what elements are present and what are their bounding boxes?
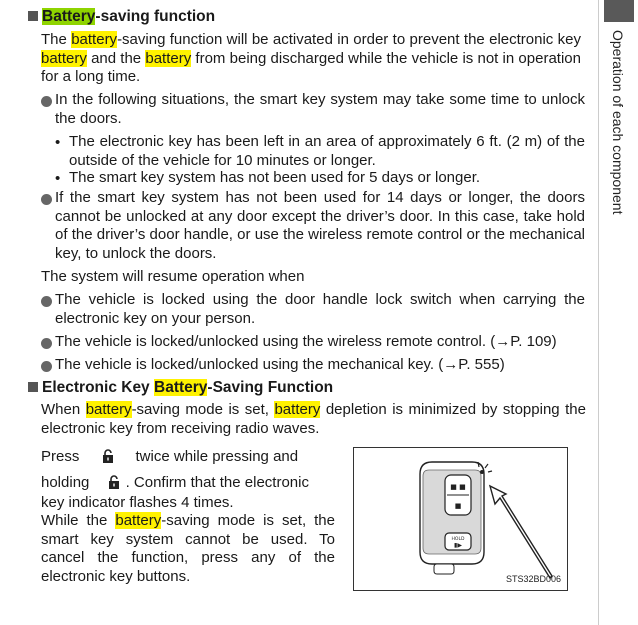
smart-key-illustration	[354, 448, 567, 590]
lock-icon	[102, 449, 114, 463]
sub-bullet-1: The electronic key has been left in an area of approximately 6 ft. (2 m) of the outside of the vehicle for 10 minutes or longer.	[69, 133, 585, 169]
lock-icon	[108, 475, 120, 489]
indicator-line: key indicator flashes 4 times.	[41, 494, 234, 511]
heading-square-icon	[28, 382, 38, 392]
sub-bullet-icon: •	[55, 170, 61, 187]
heading-square-icon	[28, 11, 38, 21]
bullet-icon	[41, 92, 45, 110]
section1-intro: The battery-saving function will be activated in order to prevent the electronic key battery and the battery from being discharged while the vehicle is not in operation for a long time.	[41, 31, 581, 85]
battery-mode-text: While the battery-saving mode is set, the smart key system cannot be used. To cancel the function, press any of the electronic key buttons.	[41, 512, 335, 585]
resume-text: The system will resume operation when	[41, 268, 305, 285]
margin-line	[598, 0, 599, 625]
svg-text:■: ■	[454, 502, 462, 510]
resume-bullet-2: The vehicle is locked/unlocked using the wireless remote control. (→P. 109)	[55, 333, 557, 350]
press-line: Press twice while pressing and	[41, 448, 299, 465]
resume-bullet-1: The vehicle is locked using the door handle lock switch when carrying the electronic key on your person.	[55, 291, 585, 327]
chapter-tab	[604, 0, 634, 22]
svg-text:■ ■: ■ ■	[450, 483, 466, 491]
svg-text:▮▶: ▮▶	[454, 542, 462, 549]
figure-code: STS32BD006	[505, 574, 561, 584]
section2-intro: When battery-saving mode is set, battery depletion is minimized by stopping the electronic key from receiving radio waves.	[41, 401, 586, 437]
bullet-2: If the smart key system has not been used for 14 days or longer, the doors cannot be unlocked at any door except the driver’s door. In this case, take hold of the driver’s door handle, or use the wireless remote control or the mechanical key, to unlock the doors.	[55, 189, 585, 262]
section1-heading: Battery-saving function	[28, 8, 215, 26]
hold-label: HOLD	[451, 537, 465, 542]
chapter-label: Operation of each component	[610, 30, 626, 215]
sub-bullet-2: The smart key system has not been used for 5 days or longer.	[69, 169, 481, 186]
bullet-1: In the following situations, the smart key system may take some time to unlock the doors.	[55, 91, 585, 127]
bullet-icon	[41, 357, 45, 375]
bullet-icon	[41, 292, 45, 310]
bullet-icon	[41, 334, 45, 352]
section2-heading: Electronic Key Battery-Saving Function	[28, 379, 333, 397]
smart-key-figure	[353, 447, 568, 591]
holding-line: holding . Confirm that the electronic	[41, 474, 309, 491]
bullet-icon	[41, 190, 45, 208]
sub-bullet-icon: •	[55, 134, 61, 151]
resume-bullet-3: The vehicle is locked/unlocked using the mechanical key. (→P. 555)	[55, 356, 505, 373]
